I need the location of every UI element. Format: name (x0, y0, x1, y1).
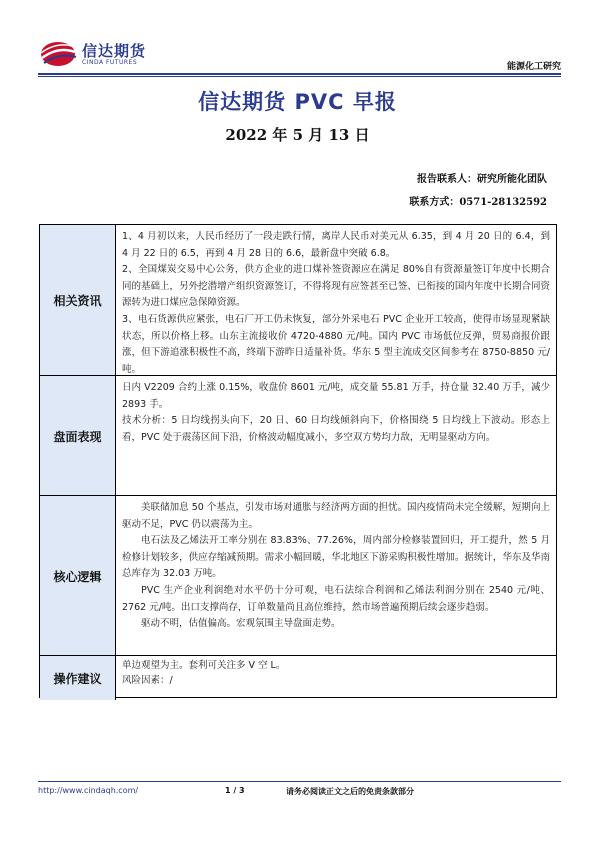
brand-name-en: CINDA FUTURES (82, 59, 138, 66)
footer-divider (38, 781, 561, 782)
contact-person: 报告联系人：研究所能化团队 (417, 174, 547, 185)
logic-paragraph-1: 美联储加息 50 个基点，引发市场对通胀与经济两方面的担忧。国内疫情尚未完全缓解，短期向上驱动不足，PVC 仍以震荡为主。 (122, 502, 550, 530)
section-news (40, 225, 556, 375)
section-content (116, 656, 556, 700)
section-market (40, 375, 556, 496)
header-divider-thin (38, 76, 561, 77)
brand-name-cn: 信达期货 (82, 42, 147, 60)
logic-paragraph-3: PVC 生产企业利润绝对水平仍十分可观，电石法综合利润和乙烯法利润分别在 2540 元/吨、2762 元/吨。出口支撑尚存，订单数量尚且高位维持，然市场普遍预期后续会逐步趋弱。 (122, 584, 550, 613)
footer-website-link[interactable]: http://www.cindaqh.com/ (38, 786, 139, 795)
section-content (116, 376, 556, 496)
report-title: 信达期货 PVC 早报 (198, 90, 397, 114)
section-label: 操作建议 (40, 656, 116, 700)
news-paragraph-2: 2、全国煤炭交易中心公务，供方企业的进口煤补签资源应在满足 80%自有资源量签订年度中长期合同的基础上，另外挖潜增产组织资源签订，不得将现有应签甚至已签、已衔接的国内年度中长期合同资源转为进口煤应急保障资源。 (122, 264, 550, 309)
logic-paragraph-2: 电石法及乙烯法开工率分别在 83.83%、77.26%，周内部分检修装置回归，开工提升，然 5 月检修计划较多，供应存缩减预期。需求小幅回暖，华北地区下游采购积极性增加。据统计，华东及华南总库存为 32.03 万吨。 (122, 535, 550, 580)
news-paragraph-1: 1、4 月初以来，人民币经历了一段走跌行情，离岸人民币对美元从 6.35，到 4 月 20 日的 6.4，到 4 月 22 日的 6.5，再到 4 月 28 日的 6.6，最新盘中突破 6.8。 (122, 231, 550, 259)
section-logic (40, 495, 556, 656)
logic-paragraph-4: 驱动不明，估值偏高。宏观氛围主导盘面走势。 (141, 618, 341, 630)
footer-disclaimer: 请务必阅读正文之后的免责条款部分 (286, 787, 414, 796)
news-paragraph-3: 3、电石货源供应紧张，电石厂开工仍未恢复，部分外采电石 PVC 企业开工较高，使得市场显现紧缺状态，所以价格上移。山东主流接收价 4720-4880 元/吨。国内 PVC 市场低位反弹，贸易商报价跟涨，但下游追涨积极性不高，终端下游昨日适量补货。华东 5 型主流成交区间参考在 8750-8850 元/吨。 (122, 313, 550, 375)
advice-paragraph-2: 风险因素：/ (122, 675, 173, 686)
report-date: 2022 年 5 月 13 日 (225, 126, 370, 144)
advice-paragraph-1: 单边观望为主。套利可关注多 V 空 L。 (122, 660, 286, 671)
section-advice (40, 655, 556, 700)
section-content (116, 225, 556, 375)
section-label: 盘面表现 (40, 376, 116, 496)
section-name: 能源化工研究 (506, 62, 561, 72)
market-paragraph-1: 日内 V2209 合约上涨 0.15%，收盘价 8601 元/吨，成交量 55.81 万手，持仓量 32.40 万手，减少 2893 手。 (122, 382, 550, 410)
contact-phone: 联系方式：0571-28132592 (409, 197, 547, 208)
footer-page-number: 1 / 3 (225, 786, 245, 795)
cinda-globe-icon (38, 38, 78, 68)
section-label: 核心逻辑 (40, 496, 116, 656)
section-content (116, 496, 556, 656)
section-label: 相关资讯 (40, 225, 116, 375)
cinda-logo (38, 38, 158, 68)
market-paragraph-2: 技术分析：5 日均线拐头向下，20 日、60 日均线倾斜向下，价格围绕 5 日均线上下波动。形态上看，PVC 处于震荡区间下沿，价格波动幅度减小，多空双方势均力敌，无明显驱动方向。 (122, 415, 550, 443)
report-table (39, 224, 557, 698)
header-divider (38, 73, 561, 75)
